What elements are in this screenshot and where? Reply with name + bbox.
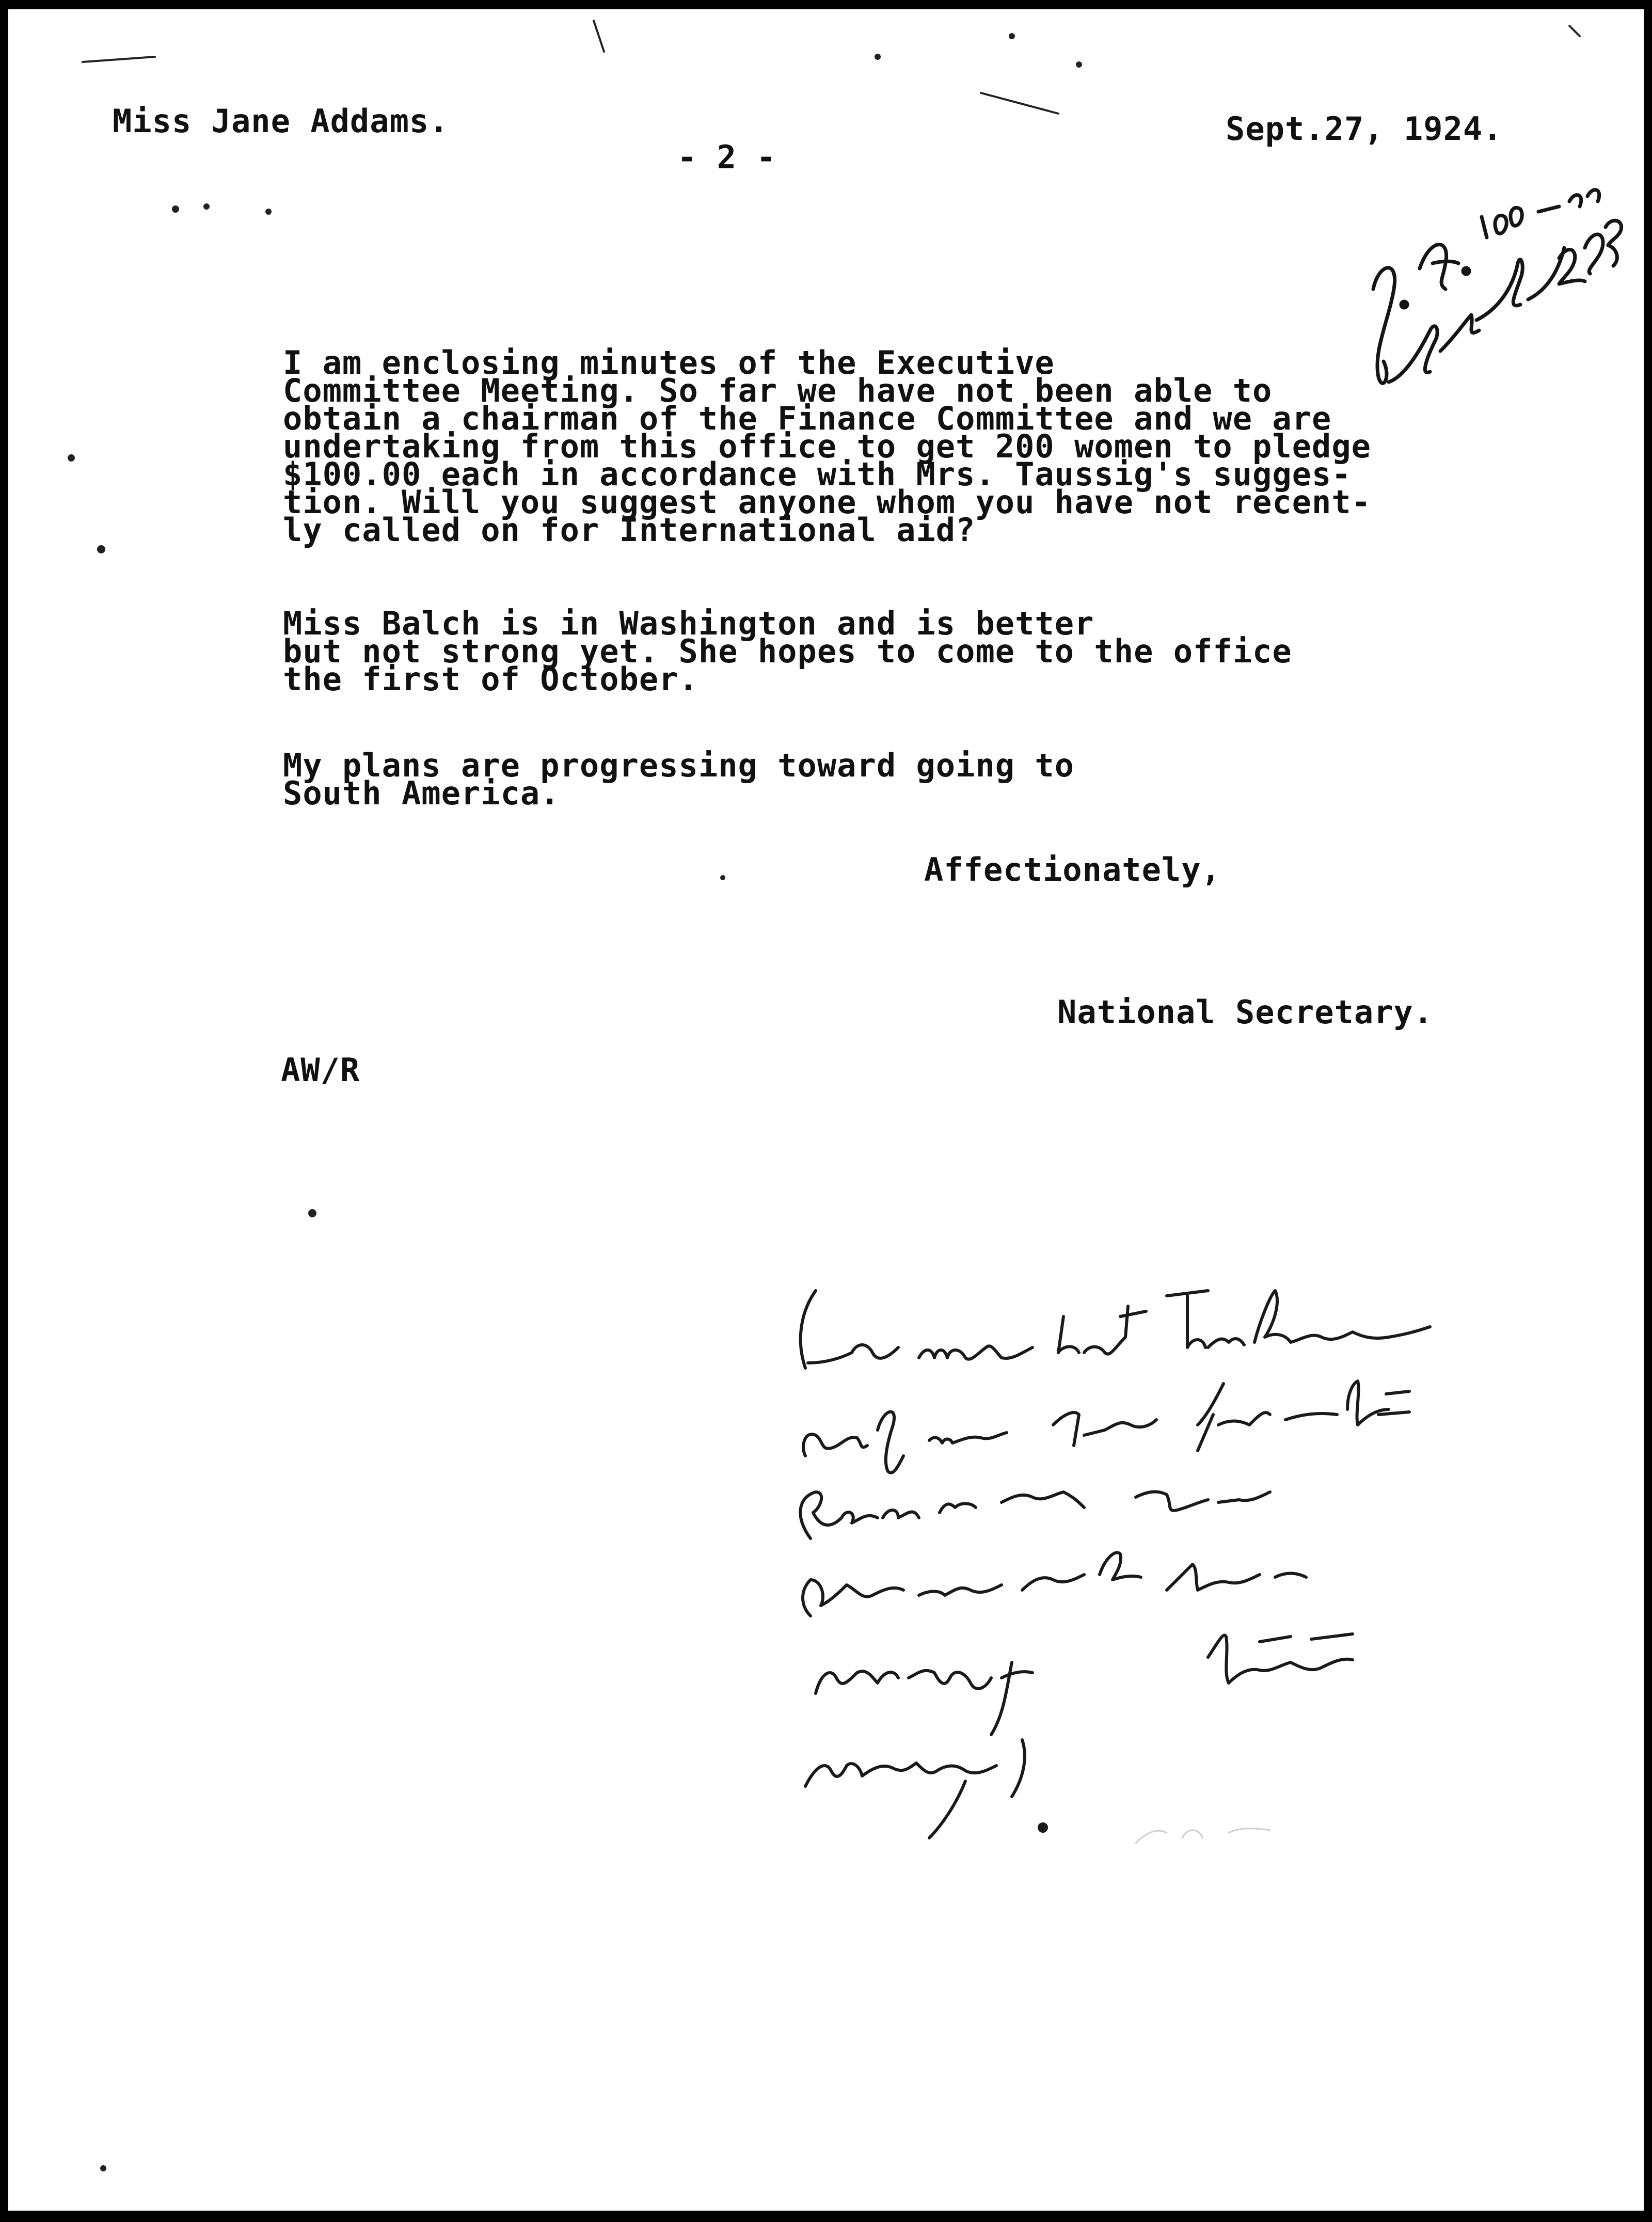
typist-initials: AW/R (281, 1051, 360, 1089)
text-line: Committee Meeting. So far we have not been able to (283, 372, 1273, 409)
text-line: the first of October. (283, 660, 698, 698)
text-line: South America. (283, 774, 560, 812)
text-line: I am enclosing minutes of the Executive (283, 344, 1055, 382)
signature-title: National Secretary. (1057, 993, 1434, 1031)
text-line: My plans are progressing toward going to (283, 747, 1075, 784)
text-line: obtain a chairman of the Finance Committee and we are (283, 400, 1332, 437)
page-number: - 2 - (677, 138, 776, 176)
valediction: Affectionately, (924, 851, 1221, 888)
text-line: but not strong yet. She hopes to come to the office (283, 632, 1292, 670)
text-line: undertaking from this office to get 200 women to pledge (283, 427, 1371, 465)
recipient-name: Miss Jane Addams. (113, 102, 449, 140)
text-line: tion. Will you suggest anyone whom you have not recent- (283, 483, 1371, 521)
text-line: Miss Balch is in Washington and is better (283, 605, 1094, 642)
text-line: ly called on for International aid? (283, 511, 976, 549)
text-line: $100.00 each in accordance with Mrs. Taussig's sugges- (283, 455, 1352, 493)
letter-date: Sept.27, 1924. (1226, 110, 1503, 148)
